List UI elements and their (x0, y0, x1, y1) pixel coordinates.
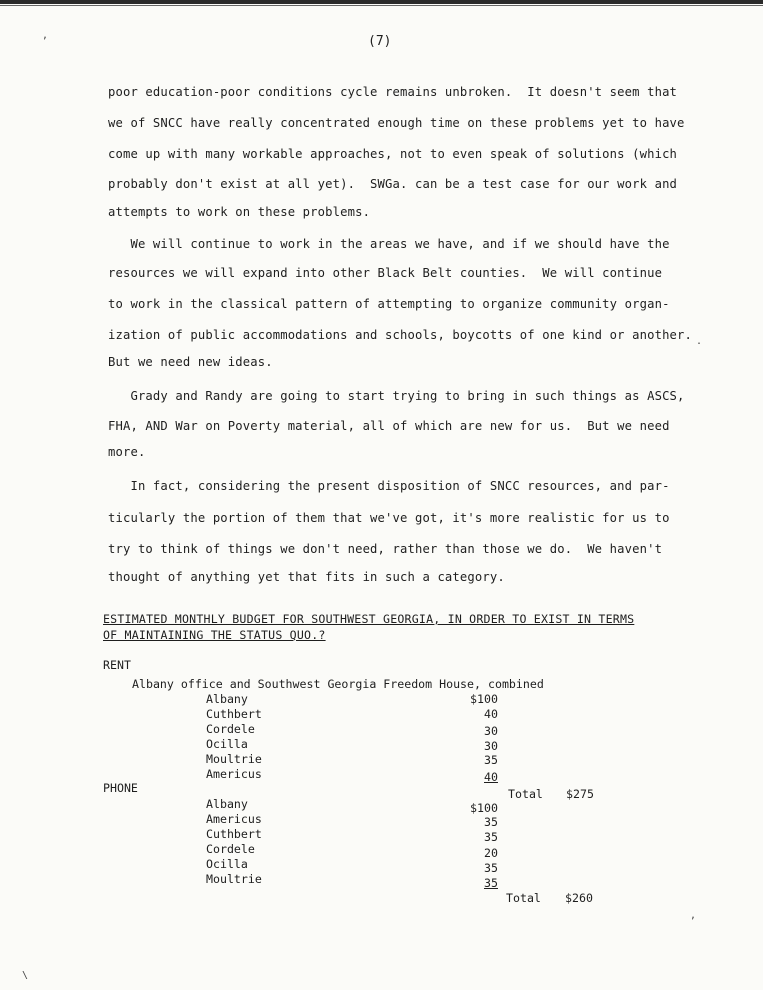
rent-row-amount: 35 (484, 753, 498, 767)
phone-total-value: $260 (565, 891, 593, 905)
rent-row-name: Cuthbert (206, 707, 262, 721)
paragraph-2-line-4: ization of public accommodations and schools, boycotts of one kind or another. (108, 328, 693, 342)
paragraph-2-line-1: We will continue to work in the areas we have, and if we should have the (108, 237, 670, 251)
rent-subheading: Albany office and Southwest Georgia Freedom House, combined (132, 677, 544, 691)
paragraph-2-line-5: But we need new ideas. (108, 355, 273, 369)
paragraph-4-line-4: thought of anything yet that fits in such a category. (108, 570, 505, 584)
phone-label: PHONE (103, 781, 138, 795)
paragraph-1-line-4: probably don't exist at all yet). SWGa. can be a test case for our work and (108, 177, 678, 191)
rent-row-name: Moultrie (206, 752, 262, 766)
rent-row-name: Albany (206, 692, 248, 706)
rent-row-amount: 30 (484, 739, 498, 753)
paragraph-3-line-1: Grady and Randy are going to start trying to bring in such things as ASCS, (108, 389, 685, 403)
phone-total-label: Total (506, 891, 541, 905)
phone-row-name: Americus (206, 812, 262, 826)
scan-top-edge (0, 0, 763, 4)
budget-heading-line-2: OF MAINTAINING THE STATUS QUO.? (103, 628, 326, 642)
phone-row-amount: 35 (484, 876, 498, 890)
rent-row-amount: 30 (484, 724, 498, 738)
phone-row-name: Cordele (206, 842, 255, 856)
phone-row-name: Albany (206, 797, 248, 811)
paragraph-4-line-2: ticularly the portion of them that we've got, it's more realistic for us to (108, 511, 670, 525)
phone-row-amount: 35 (484, 861, 498, 875)
phone-row-name: Cuthbert (206, 827, 262, 841)
page-number: (7) (368, 34, 392, 49)
paragraph-3-line-2: FHA, AND War on Poverty material, all of which are new for us. But we need (108, 419, 670, 433)
paragraph-1-line-5: attempts to work on these problems. (108, 205, 371, 219)
phone-row-amount: 35 (484, 815, 498, 829)
budget-heading-line-1: ESTIMATED MONTHLY BUDGET FOR SOUTHWEST GEORGIA, IN ORDER TO EXIST IN TERMS (103, 612, 635, 626)
rent-total-label: Total (508, 787, 543, 801)
phone-row-amount: 20 (484, 846, 498, 860)
phone-row-name: Ocilla (206, 857, 248, 871)
rent-row-amount: 40 (484, 770, 498, 784)
scan-speck: \ (22, 970, 29, 981)
rent-row-amount: 40 (484, 707, 498, 721)
paragraph-4-line-1: In fact, considering the present disposition of SNCC resources, and par- (108, 479, 670, 493)
scan-speck: , (690, 910, 697, 921)
scan-speck: , (42, 30, 49, 41)
rent-row-amount: $100 (470, 692, 498, 706)
rent-label: RENT (103, 658, 131, 672)
scan-top-edge-shadow (0, 5, 763, 6)
phone-row-name: Moultrie (206, 872, 262, 886)
rent-row-name: Cordele (206, 722, 255, 736)
paragraph-1-line-2: we of SNCC have really concentrated enough time on these problems yet to have (108, 116, 685, 130)
rent-row-name: Ocilla (206, 737, 248, 751)
scan-speck: . (696, 336, 703, 347)
rent-total-value: $275 (566, 787, 594, 801)
paragraph-3-line-3: more. (108, 445, 146, 459)
rent-row-name: Americus (206, 767, 262, 781)
paragraph-2-line-3: to work in the classical pattern of attempting to organize community organ- (108, 297, 670, 311)
phone-row-amount: 35 (484, 830, 498, 844)
phone-row-amount: $100 (470, 801, 498, 815)
paragraph-4-line-3: try to think of things we don't need, rather than those we do. We haven't (108, 542, 663, 556)
paragraph-1-line-1: poor education-poor conditions cycle remains unbroken. It doesn't seem that (108, 85, 678, 99)
paragraph-2-line-2: resources we will expand into other Black Belt counties. We will continue (108, 266, 663, 280)
paragraph-1-line-3: come up with many workable approaches, not to even speak of solutions (which (108, 147, 678, 161)
